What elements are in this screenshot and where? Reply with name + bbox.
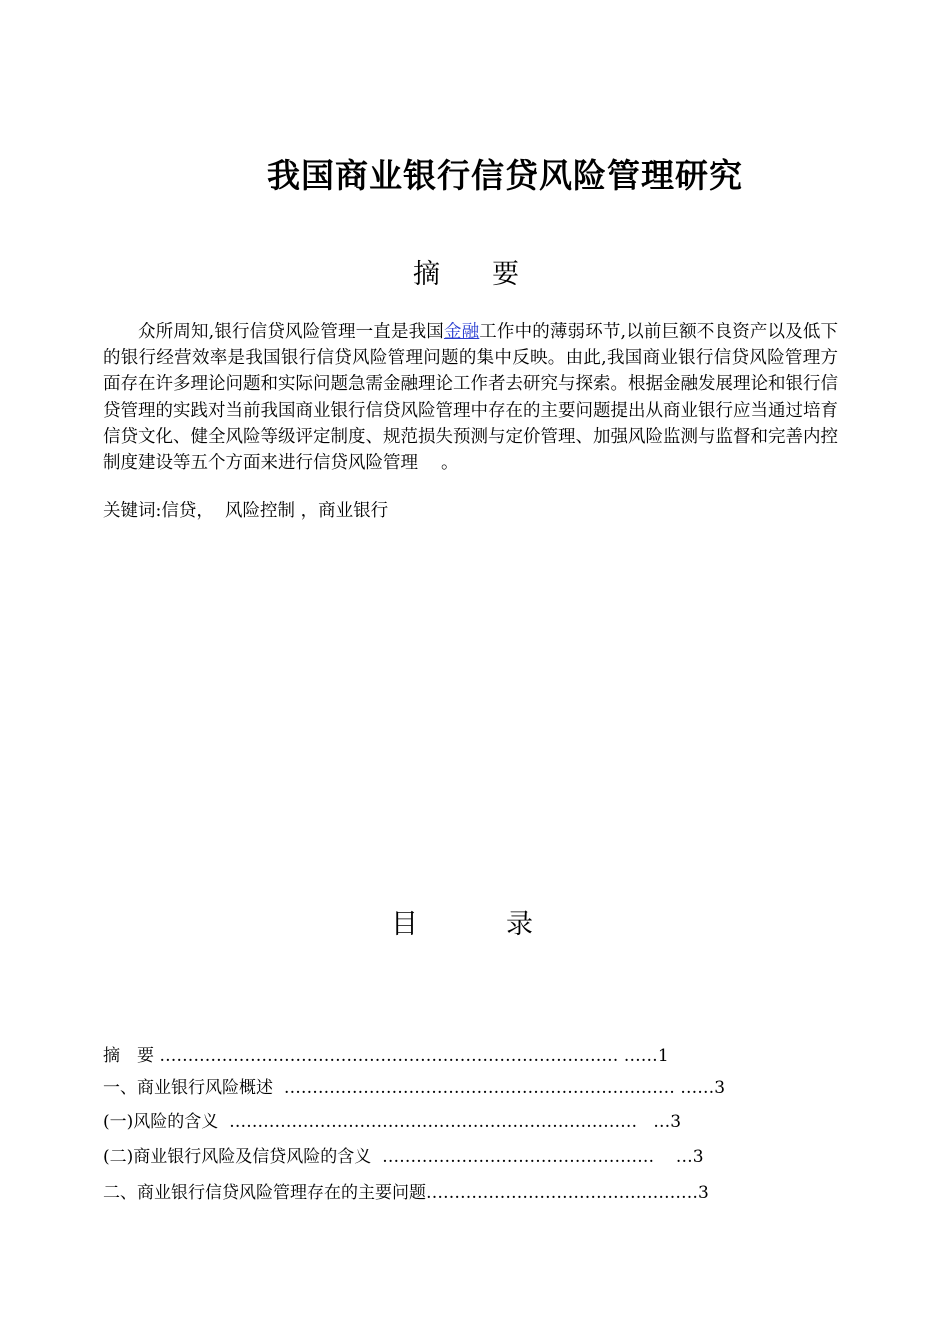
toc-entry-label: 摘 要 xyxy=(103,1046,160,1066)
toc-entry-abstract[interactable] xyxy=(103,1041,669,1066)
toc-leader-dots: ………………………………………… xyxy=(426,1183,698,1203)
toc-leader-dots: ……………………………………………………………… … xyxy=(229,1112,671,1132)
finance-link[interactable]: 金融 xyxy=(443,322,480,342)
toc-page-number: 3 xyxy=(670,1112,682,1132)
toc-entry-section-2[interactable] xyxy=(103,1178,709,1203)
toc-page-number: 3 xyxy=(714,1078,726,1098)
toc-entry-section-1-2[interactable] xyxy=(103,1142,704,1167)
toc-heading: 目录 xyxy=(391,909,621,940)
toc-page-number: 3 xyxy=(692,1147,704,1167)
toc-entry-label: 一、商业银行风险概述 xyxy=(103,1078,284,1098)
toc-entry-label: 二、商业银行信贷风险管理存在的主要问题 xyxy=(103,1183,426,1203)
keywords-label: 关键词 xyxy=(103,501,156,521)
toc-page-number: 1 xyxy=(657,1046,669,1066)
abstract-heading: 摘要 xyxy=(413,259,571,290)
toc-leader-dots: …………………………………………………………… …… xyxy=(283,1078,715,1098)
toc-entry-section-1-1[interactable] xyxy=(103,1107,681,1132)
toc-entry-section-1[interactable] xyxy=(103,1073,725,1098)
toc-entry-label: (二)商业银行风险及信贷风险的含义 xyxy=(103,1147,383,1167)
keywords-line xyxy=(103,497,388,522)
abstract-paragraph xyxy=(103,319,838,476)
abstract-text-start: 众所周知,银行信贷风险管理一直是我国 xyxy=(138,322,444,342)
keywords-value: :信贷， 风险控制 ，商业银行 xyxy=(155,501,389,521)
toc-leader-dots: ………………………………………… … xyxy=(382,1147,693,1167)
toc-page-number: 3 xyxy=(698,1183,709,1203)
toc-entry-label: (一)风险的含义 xyxy=(103,1112,230,1132)
toc-leader-dots: ……………………………………………………………………… …… xyxy=(159,1046,658,1066)
abstract-text-rest: 工作中的薄弱环节,以前巨额不良资产以及低下的银行经营效率是我国银行信贷风险管理问题的集中反映。由此,我国商业银行信贷风险管理方面存在许多理论问题和实际问题急需金融理论工作者去研究与探索。根据金融发展理论和银行信贷管理的实践对当前我国商业银行信贷风险管理中存在的主要问题提出从商业银行应当通过培育信贷文化、健全风险等级评定制度、规范损失预测与定价管理、加强风险监测与监督和完善内控制度建设等五个方面来进行信贷风险管理 。 xyxy=(103,322,839,474)
document-title: 我国商业银行信贷风险管理研究 xyxy=(267,156,743,195)
